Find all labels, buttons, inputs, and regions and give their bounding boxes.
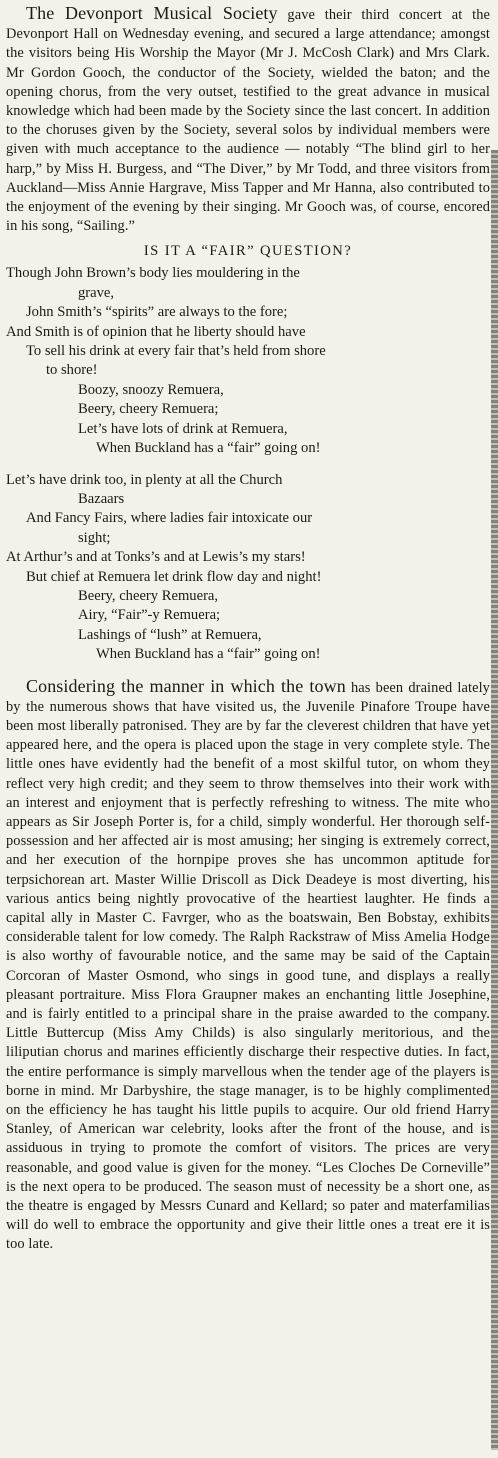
devonport-concert-paragraph <box>6 4 490 236</box>
poem-stanza-1 <box>6 264 490 458</box>
poem-title: IS IT A “FAIR” QUESTION? <box>143 243 353 260</box>
poem-line: John Smith’s “spirits” are always to the fore; <box>26 304 288 321</box>
poem-line: Bazaars <box>78 490 125 507</box>
poem-line: grave, <box>78 284 115 301</box>
poem-line: And Fancy Fairs, where ladies fair intoxicate our <box>26 510 313 527</box>
poem-line: to shore! <box>46 362 98 379</box>
poem-line: Though John Brown’s body lies mouldering in the <box>6 265 300 282</box>
poem-line: Let’s have lots of drink at Remuera, <box>78 420 288 437</box>
paragraph-body: has been drained lately by the numerous shows that have visited us, the Juvenile Pinafore Troupe have been most liberally patronised. They are by far the cleverest children that have yet appeared here, and the opera is placed upon the stage in very complete style. The little ones have evidently had the benefit of a most skilful tutor, on whom they reflect very high credit; and they seem to throw themselves into their work with an interest and enjoyment that is perfectly refreshing to witness. The mite who appears as Sir Joseph Porter is, for a child, simply wonderful. Her thorough self-possession and her affected air is most amusing; her singing is extremely correct, and her execution of the hornpipe proves she has uncommon aptitude for terpsichorean art. Master Willie Driscoll as Dick Deadeye is most diverting, his various antics being nightly provocative of the heartiest laughter. He finds a capital ally in Master C. Favrger, who as the boatswain, Ben Bobstay, exhibits considerable talent for low comedy. The Ralph Rackstraw of Miss Amelia Hodge is also worthy of favourable notice, and the same may be said of the Captain Corcoran of Master Osmond, who sings in good tune, and displays a really pleasant portraiture. Miss Flora Graupner makes an enchanting little Josephine, and is fairly entitled to a principal share in the praise awarded to the company. Little Buttercup (Miss Amy Childs) is also singularly meritorious, and the liliputian chorus and marines efficiently discharge their respective duties. In fact, the entire performance is simply marvellous when the tender age of the players is borne in mind. Mr Darbyshire, the stage manager, is to be highly complimented on the efficiency he has taught his little pupils to acquire. Our old friend Harry Stanley, of American war celebrity, looks after the front of the house, and is assiduous in trying to promote the comfort of visitors. The prices are very reasonable, and good value is given for the money. “Les Cloches De Corneville” is the next opera to be produced. The season must of necessity be a short one, as the theatre is engaged by Messrs Cunard and Kellard; so pater and materfamilias will do well to embrace the opportunity and give their little ones a treat ere it is too late. <box>6 679 490 1253</box>
poem-line: To sell his drink at every fair that’s held from shore <box>26 343 326 360</box>
paragraph-lead: Considering the manner in which the town <box>26 675 346 696</box>
poem-line: sight; <box>78 529 111 546</box>
poem-line: At Arthur’s and at Tonks’s and at Lewis’s my stars! <box>6 549 306 566</box>
poem-line: And Smith is of opinion that he liberty should have <box>6 323 306 340</box>
column-edge-shadow <box>491 150 498 1450</box>
poem-line: When Buckland has a “fair” going on! <box>96 646 321 663</box>
paragraph-body: gave their third concert at the Devonport Hall on Wednesday evening, and secured a large attendance; amongst the visitors being His Worship the Mayor (Mr J. McCosh Clark) and Mrs Clark. Mr Gordon Gooch, the conductor of the Society, wielded the baton; and the opening chorus, from the very outset, testified to the great advance in musical knowledge which had been made by the Society since the last concert. In addition to the choruses given by the Society, several solos by individual members were given with much acceptance to the audience — notably “The blind girl to her harp,” by Miss H. Burgess, and “The Diver,” by Mr Todd, and three visitors from Auckland—Miss Annie Hargrave, Miss Tapper and Mr Hanna, also contributed to the enjoyment of the evening by their singing. Mr Gooch was, of course, encored in his song, “Sailing.” <box>6 7 490 235</box>
poem-line: Beery, cheery Remuera, <box>78 587 219 604</box>
poem-line: Beery, cheery Remuera; <box>78 401 219 418</box>
poem-line: Let’s have drink too, in plenty at all the Church <box>6 471 283 488</box>
paragraph-lead: The Devonport Musical Society <box>26 3 278 23</box>
poem-stanza-2 <box>6 471 490 665</box>
poem-line: Lashings of “lush” at Remuera, <box>78 626 262 643</box>
poem-line: Airy, “Fair”-y Remuera; <box>78 607 221 624</box>
poem-line: But chief at Remuera let drink flow day and night! <box>26 568 322 585</box>
poem-line: Boozy, snoozy Remuera, <box>78 381 224 398</box>
pinafore-troupe-paragraph <box>6 677 490 1255</box>
poem-line: When Buckland has a “fair” going on! <box>96 440 321 457</box>
